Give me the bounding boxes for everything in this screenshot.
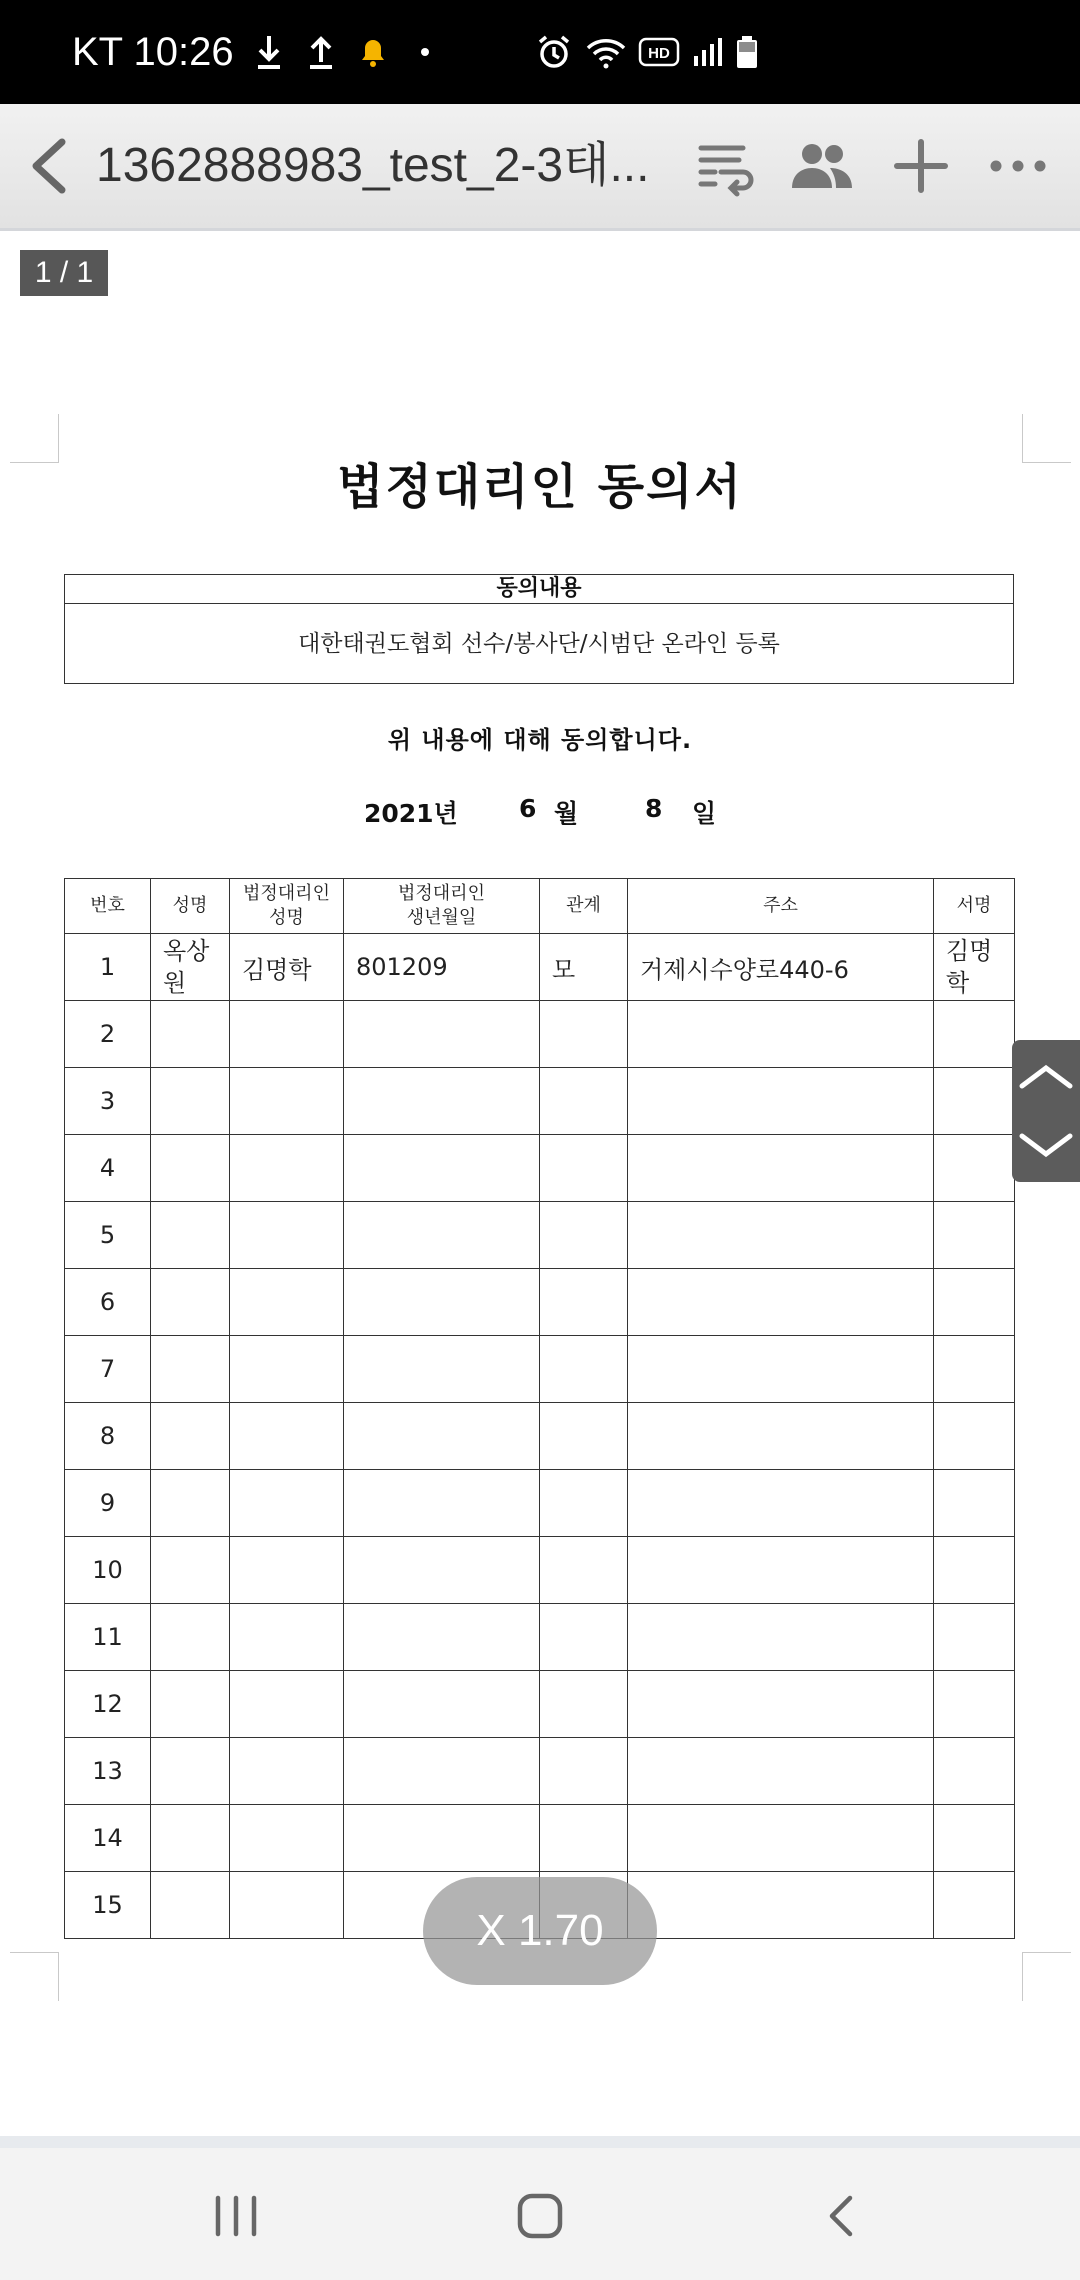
cell-name: 옥상 원 xyxy=(151,934,230,1001)
text-wrap-icon[interactable] xyxy=(695,134,759,198)
header-guardian-birthdate: 법정대리인 생년월일 xyxy=(344,879,540,934)
cell-relation xyxy=(540,1738,628,1805)
cell-guardian-birthdate xyxy=(344,1403,540,1470)
cell-guardian-name xyxy=(230,1068,344,1135)
cell-guardian-name xyxy=(230,1738,344,1805)
cell-signature xyxy=(934,1805,1015,1872)
cell-guardian-birthdate xyxy=(344,1537,540,1604)
table-row xyxy=(65,1604,1015,1671)
cell-signature xyxy=(934,1403,1015,1470)
cell-address xyxy=(628,1738,934,1805)
status-bar xyxy=(0,0,1080,104)
date-day-unit: 일 xyxy=(692,799,717,828)
cell-guardian-name xyxy=(230,1269,344,1336)
table-row xyxy=(65,934,1015,1001)
plus-icon[interactable] xyxy=(889,134,953,198)
cell-name xyxy=(151,1671,230,1738)
status-right xyxy=(534,0,760,104)
cell-number: 8 xyxy=(65,1403,151,1470)
cell-guardian-birthdate xyxy=(344,1135,540,1202)
battery-icon xyxy=(734,32,760,72)
cell-address xyxy=(628,1470,934,1537)
cell-number: 14 xyxy=(65,1805,151,1872)
cell-relation xyxy=(540,1671,628,1738)
cell-signature xyxy=(934,1001,1015,1068)
cell-name xyxy=(151,1872,230,1939)
table-row xyxy=(65,1068,1015,1135)
cell-name xyxy=(151,1470,230,1537)
cell-signature xyxy=(934,1872,1015,1939)
cell-guardian-birthdate xyxy=(344,1470,540,1537)
cell-number: 5 xyxy=(65,1202,151,1269)
cell-relation xyxy=(540,1470,628,1537)
cell-address xyxy=(628,1537,934,1604)
cell-name xyxy=(151,1269,230,1336)
status-left xyxy=(72,0,442,104)
cell-guardian-name xyxy=(230,1671,344,1738)
content-bottom-divider xyxy=(0,2136,1080,2148)
date-month-unit: 월 xyxy=(554,799,579,828)
cell-guardian-birthdate: 801209 xyxy=(344,934,540,1001)
dot-icon xyxy=(408,32,442,72)
cell-signature xyxy=(934,1068,1015,1135)
hd-label: HD xyxy=(648,45,670,62)
header-signature: 서명 xyxy=(934,879,1015,934)
upload-icon xyxy=(304,32,338,72)
cell-relation xyxy=(540,1269,628,1336)
cell-signature xyxy=(934,1537,1015,1604)
cell-address: 거제시수양로440-6 xyxy=(628,934,934,1001)
cell-relation xyxy=(540,1202,628,1269)
cell-signature xyxy=(934,1738,1015,1805)
cell-relation xyxy=(540,1403,628,1470)
cell-name xyxy=(151,1403,230,1470)
back-icon[interactable] xyxy=(22,134,82,198)
app-bar xyxy=(0,104,1080,231)
cell-address xyxy=(628,1202,934,1269)
recents-icon[interactable] xyxy=(204,2184,268,2248)
cell-guardian-name xyxy=(230,1336,344,1403)
scroll-down-icon[interactable] xyxy=(1018,1116,1074,1172)
cell-guardian-name xyxy=(230,1872,344,1939)
cell-guardian-name xyxy=(230,1135,344,1202)
page-scroller xyxy=(1012,1040,1080,1182)
cell-guardian-name xyxy=(230,1805,344,1872)
cell-address xyxy=(628,1671,934,1738)
cell-address xyxy=(628,1336,934,1403)
more-icon[interactable] xyxy=(986,134,1050,198)
date-month: 6 xyxy=(519,794,537,823)
cell-number: 10 xyxy=(65,1537,151,1604)
cell-number: 1 xyxy=(65,934,151,1001)
cell-guardian-name xyxy=(230,1202,344,1269)
cell-relation xyxy=(540,1537,628,1604)
cell-number: 11 xyxy=(65,1604,151,1671)
cell-guardian-birthdate xyxy=(344,1068,540,1135)
cell-address xyxy=(628,1604,934,1671)
cell-guardian-birthdate xyxy=(344,1269,540,1336)
cell-number: 3 xyxy=(65,1068,151,1135)
cell-relation xyxy=(540,1805,628,1872)
table-row xyxy=(65,1403,1015,1470)
document-title: 1362888983_test_2-3태... xyxy=(96,139,650,192)
cell-address xyxy=(628,1872,934,1939)
cell-name xyxy=(151,1001,230,1068)
home-icon[interactable] xyxy=(508,2184,572,2248)
carrier-time: KT 10:26 xyxy=(72,29,234,74)
cell-signature xyxy=(934,1202,1015,1269)
cell-relation: 모 xyxy=(540,934,628,1001)
alarm-icon xyxy=(534,32,574,72)
cell-relation xyxy=(540,1001,628,1068)
people-icon[interactable] xyxy=(790,134,854,198)
cell-name xyxy=(151,1336,230,1403)
cell-name xyxy=(151,1068,230,1135)
cell-guardian-name xyxy=(230,1001,344,1068)
table-row xyxy=(65,1202,1015,1269)
date-day: 8 xyxy=(645,794,663,823)
cell-name xyxy=(151,1604,230,1671)
cell-guardian-name xyxy=(230,1470,344,1537)
cell-signature xyxy=(934,1604,1015,1671)
header-relation: 관계 xyxy=(540,879,628,934)
cell-signature xyxy=(934,1135,1015,1202)
back-nav-icon[interactable] xyxy=(810,2184,874,2248)
cell-number: 15 xyxy=(65,1872,151,1939)
cell-number: 9 xyxy=(65,1470,151,1537)
table-row xyxy=(65,1135,1015,1202)
cell-name xyxy=(151,1202,230,1269)
cell-guardian-birthdate xyxy=(344,1604,540,1671)
table-row xyxy=(65,1269,1015,1336)
cell-signature xyxy=(934,1470,1015,1537)
cell-signature xyxy=(934,1671,1015,1738)
page-corner-bottom-left xyxy=(10,1952,59,2001)
document-heading: 법정대리인 동의서 xyxy=(337,459,743,515)
header-name: 성명 xyxy=(151,879,230,934)
cell-guardian-birthdate xyxy=(344,1671,540,1738)
wifi-icon xyxy=(584,32,628,72)
cell-guardian-birthdate xyxy=(344,1738,540,1805)
consent-box xyxy=(64,574,1014,684)
date-year: 2021년 xyxy=(364,799,458,828)
page-corner-bottom-right xyxy=(1022,1952,1071,2001)
cell-relation xyxy=(540,1604,628,1671)
scroll-up-icon[interactable] xyxy=(1018,1050,1074,1106)
cell-name xyxy=(151,1537,230,1604)
cell-signature: 김명 학 xyxy=(934,934,1015,1001)
cell-address xyxy=(628,1403,934,1470)
table-row xyxy=(65,1001,1015,1068)
table-row xyxy=(65,1336,1015,1403)
system-nav-bar xyxy=(0,2148,1080,2280)
header-guardian-name: 법정대리인 성명 xyxy=(230,879,344,934)
cell-number: 4 xyxy=(65,1135,151,1202)
page-indicator: 1 / 1 xyxy=(20,250,108,296)
cell-guardian-name xyxy=(230,1537,344,1604)
cell-guardian-birthdate xyxy=(344,1202,540,1269)
cell-number: 7 xyxy=(65,1336,151,1403)
cell-name xyxy=(151,1135,230,1202)
header-number: 번호 xyxy=(65,879,151,934)
cell-guardian-name: 김명학 xyxy=(230,934,344,1001)
table-row xyxy=(65,1805,1015,1872)
cell-address xyxy=(628,1068,934,1135)
cell-guardian-name xyxy=(230,1604,344,1671)
cell-relation xyxy=(540,1336,628,1403)
hd-icon xyxy=(638,36,680,68)
header-address: 주소 xyxy=(628,879,934,934)
cell-relation xyxy=(540,1135,628,1202)
table-row xyxy=(65,1671,1015,1738)
cell-signature xyxy=(934,1269,1015,1336)
bell-icon xyxy=(356,32,390,72)
cell-address xyxy=(628,1135,934,1202)
cell-number: 6 xyxy=(65,1269,151,1336)
cell-name xyxy=(151,1805,230,1872)
table-header-row xyxy=(65,879,1015,934)
cell-number: 13 xyxy=(65,1738,151,1805)
cell-signature xyxy=(934,1336,1015,1403)
cell-relation xyxy=(540,1068,628,1135)
cell-address xyxy=(628,1269,934,1336)
table-row xyxy=(65,1470,1015,1537)
table-row xyxy=(65,1738,1015,1805)
cell-address xyxy=(628,1805,934,1872)
cell-number: 2 xyxy=(65,1001,151,1068)
cell-guardian-birthdate xyxy=(344,1805,540,1872)
roster-table xyxy=(64,878,1015,1939)
cell-guardian-birthdate xyxy=(344,1336,540,1403)
table-row xyxy=(65,1537,1015,1604)
cell-guardian-name xyxy=(230,1403,344,1470)
zoom-level-badge: X 1.70 xyxy=(423,1877,657,1985)
cell-guardian-birthdate xyxy=(344,1001,540,1068)
cell-number: 12 xyxy=(65,1671,151,1738)
download-icon xyxy=(252,32,286,72)
signal-icon xyxy=(690,32,724,72)
consent-body: 대한태권도협회 선수/봉사단/시범단 온라인 등록 xyxy=(298,631,780,657)
cell-name xyxy=(151,1738,230,1805)
consent-header: 동의내용 xyxy=(65,575,1013,604)
cell-address xyxy=(628,1001,934,1068)
agree-text: 위 내용에 대해 동의합니다. xyxy=(387,726,693,754)
